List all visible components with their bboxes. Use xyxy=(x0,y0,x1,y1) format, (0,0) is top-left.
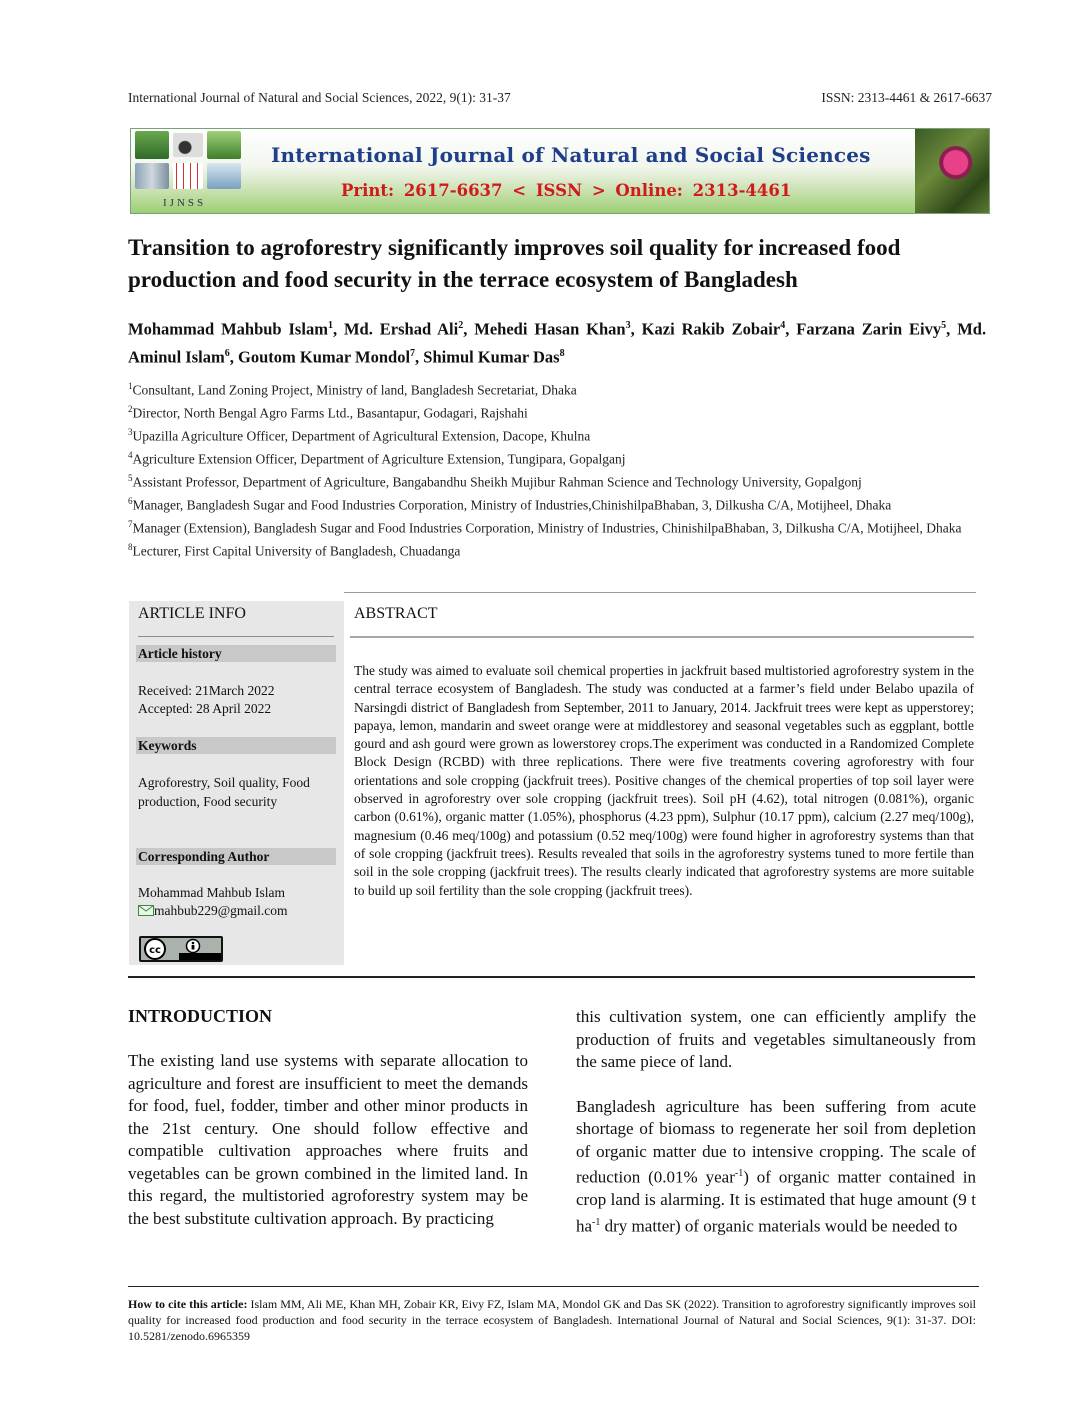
divider xyxy=(128,1286,979,1287)
banner-flower-image xyxy=(915,129,989,213)
author-name: Mehedi Hasan Khan xyxy=(474,319,626,339)
author-name: Kazi Rakib Zobair xyxy=(641,319,781,339)
affiliation-item xyxy=(128,469,984,492)
running-head-left: International Journal of Natural and Social Sciences, 2022, 9(1): 31-37 xyxy=(128,90,511,105)
affiliation-num: 1 xyxy=(128,381,133,391)
author-sup: 4 xyxy=(780,320,786,331)
affiliation-text: Manager (Extension), Bangladesh Sugar and Food Industries Corporation, Ministry of Industries, ChinishilpaBhaban, 3, Dilkusha C/A, Motijheel, Dhaka xyxy=(132,520,962,536)
affiliation-item xyxy=(128,492,984,515)
body-paragraph xyxy=(576,1096,976,1238)
received-date: Received: 21March 2022 xyxy=(138,683,275,698)
abstract-text: The study was aimed to evaluate soil chemical properties in jackfruit based multistoried agroforestry system in the central terrace ecosystem of Bangladesh. The study was conducted at a farmer’s field under Belabo upazila of Narsingdi district of Bangladesh from September, 2011 to January, 2014. Jackfruit trees were kept as upperstorey; papaya, lemon, mandarin and sweet orange were at middlestorey and seasonal vegetables such as eggplant, bottle gourd and ash gourd were grown as lowerstorey crops.The experiment was conducted in a Randomized Complete Block Design (RCBD) with three replications. There were five treatments covering agroforestry with four orientations and sole cropping (jackfruit trees). Positive changes of the chemical properties of top soil layer were observed in agroforestry over sole cropping (jackfruit trees). Soil pH (4.62), total nitrogen (0.081%), organic carbon (0.61%), organic matter (1.05%), phosphorus (4.23 ppm), Sulphur (10.17 ppm), calcium (2.27 meq/100g), magnesium (0.46 meq/100g) and potassium (0.52 meq/100g) were found higher in agroforestry systems than that of sole cropping (jackfruit trees). Results revealed that soils in the agroforestry systems tuned to more fertile than soil in the sole cropping (jackfruit trees). The results clearly indicated that agroforestry systems are more suitable to build up soil fertility than the sole cropping (jackfruit trees). xyxy=(354,663,974,898)
author-name: Farzana Zarin Eivy xyxy=(796,319,942,339)
text-run: dry matter) of organic materials would be needed to xyxy=(600,1216,958,1236)
author-name: Goutom Kumar Mondol xyxy=(237,347,411,366)
affiliation-num: 2 xyxy=(128,404,133,414)
author-sup: 2 xyxy=(458,320,464,331)
body-column-right xyxy=(576,1006,976,1260)
affiliation-text: Lecturer, First Capital University of Bangladesh, Chuadanga xyxy=(132,543,461,559)
journal-banner xyxy=(130,128,990,214)
body-paragraph: The existing land use systems with separate allocation to agriculture and forest are insufficient to meet the demands for food, fuel, fodder, timber and other minor products in the 21st century. One should follow effective and compatible cultivation approaches where fruits and vegetables can be grown combined in the limited land. In this regard, the multistoried agroforestry system may be the best substitute cultivation approach. By practicing xyxy=(128,1051,528,1228)
affiliation-text: Upazilla Agriculture Officer, Department of Agricultural Extension, Dacope, Khulna xyxy=(132,428,591,444)
affiliation-num: 3 xyxy=(128,427,133,437)
banner-issn-line: Print: 2617-6637 < ISSN > Online: 2313-4461 xyxy=(341,181,792,200)
article-history-label: Article history xyxy=(136,645,336,662)
affiliation-item xyxy=(128,423,984,446)
banner-journal-name: International Journal of Natural and Social Sciences xyxy=(271,143,871,167)
body-column-left xyxy=(128,1050,528,1252)
author-sup: 5 xyxy=(941,320,947,331)
cc-by-license-badge[interactable] xyxy=(139,936,223,962)
affiliation-num: 6 xyxy=(128,496,133,506)
affiliation-item xyxy=(128,515,984,538)
corresponding-author-name: Mohammad Mahbub Islam xyxy=(138,885,285,900)
superscript: -1 xyxy=(734,1168,744,1179)
article-title: Transition to agroforestry significantly improves soil quality for increased food production and food security in the terrace ecosystem of Bangladesh xyxy=(128,235,901,292)
abstract-heading: ABSTRACT xyxy=(354,605,438,622)
divider xyxy=(344,592,976,593)
banner-collage-image xyxy=(135,131,245,211)
affiliation-text: Agriculture Extension Officer, Department of Agriculture Extension, Tungipara, Gopalganj xyxy=(132,451,626,467)
affiliation-text: Consultant, Land Zoning Project, Ministry of land, Bangladesh Secretariat, Dhaka xyxy=(132,382,577,398)
email-link[interactable]: mahbub229@gmail.com xyxy=(154,903,288,918)
author-sup: 3 xyxy=(625,320,631,331)
affiliation-text: Director, North Bengal Agro Farms Ltd., Basantapur, Godagari, Rajshahi xyxy=(132,405,528,421)
keywords-label: Keywords xyxy=(136,737,336,754)
author-name: Shimul Kumar Das xyxy=(423,347,560,366)
affiliation-text: Manager, Bangladesh Sugar and Food Industries Corporation, Ministry of Industries,ChinishilpaBhaban, 3, Dilkusha C/A, Motijheel, Dhaka xyxy=(132,497,892,513)
cc-by-icon xyxy=(141,938,221,960)
superscript: -1 xyxy=(592,1216,601,1228)
body-paragraph: this cultivation system, one can efficiently amplify the production of fruits and vegetables simultaneously from the same piece of land. xyxy=(576,1007,976,1071)
text-run: ) of organic matter contained in crop land is alarming. It is estimated that huge amount (9 t ha xyxy=(576,1167,976,1236)
affiliation-num: 5 xyxy=(128,473,133,483)
divider xyxy=(138,636,334,637)
affiliation-item xyxy=(128,377,984,400)
citation-footer xyxy=(128,1296,976,1344)
author-name: Mohammad Mahbub Islam xyxy=(128,319,328,339)
affiliation-num: 8 xyxy=(128,542,133,552)
running-head-right: ISSN: 2313-4461 & 2617-6637 xyxy=(821,90,992,105)
author-sup: 1 xyxy=(327,320,333,331)
email-icon xyxy=(138,905,154,916)
introduction-heading: INTRODUCTION xyxy=(128,1006,273,1026)
author-name: Md. Ershad Ali xyxy=(343,319,459,339)
citation-text: Islam MM, Ali ME, Khan MH, Zobair KR, Eivy FZ, Islam MA, Mondol GK and Das SK (2022). Transition to agroforestry significantly improves soil quality for increased food production and food security in the terrace ecosystem of Bangladesh. International Journal of Natural and Social Sciences, 9(1): 31-37. DOI: 10.5281/zenodo.6965359 xyxy=(128,1297,977,1343)
corresponding-author-label: Corresponding Author xyxy=(136,848,336,865)
article-info-heading: ARTICLE INFO xyxy=(138,605,246,622)
citation-label: How to cite this article: xyxy=(128,1297,248,1311)
affiliation-num: 4 xyxy=(128,450,133,460)
affiliation-num: 7 xyxy=(128,519,133,529)
divider xyxy=(128,976,975,978)
author-name: Md. Aminul Islam xyxy=(128,319,987,366)
author-sup: 7 xyxy=(410,347,416,359)
accepted-date: Accepted: 28 April 2022 xyxy=(138,701,272,716)
affiliation-item xyxy=(128,446,984,469)
svg-text:cc: cc xyxy=(149,945,161,956)
affiliation-text: Assistant Professor, Department of Agriculture, Bangabandhu Sheikh Mujibur Rahman Science and Technology University, Gopalgonj xyxy=(132,474,862,490)
text-run: Bangladesh agriculture has been suffering from acute shortage of biomass to regenerate her soil from depletion of organic matter due to intensive cropping. The scale of reduction (0.01% year xyxy=(576,1096,976,1187)
affiliation-list xyxy=(128,377,984,561)
author-sup: 8 xyxy=(559,347,565,359)
banner-abbreviation: IJNSS xyxy=(163,197,207,209)
author-list: Mohammad Mahbub Islam$^1$, Md. Ershad Ali$^2$, Mehedi Hasan Khan$^3$, Kazi Rakib Zobair$^4$, Farzana Zarin Eivy$^5$, Md. Aminul Islam$^6$, Goutom Kumar Mondol$^7$, Shimul Kumar Das$^8$ xyxy=(128,319,987,366)
keywords-text: Agroforestry, Soil quality, Food production, Food security xyxy=(138,775,310,809)
affiliation-item xyxy=(128,538,984,561)
author-sup: 6 xyxy=(224,347,230,359)
divider xyxy=(350,636,974,638)
affiliation-item xyxy=(128,400,984,423)
corresponding-email-row xyxy=(138,902,334,921)
